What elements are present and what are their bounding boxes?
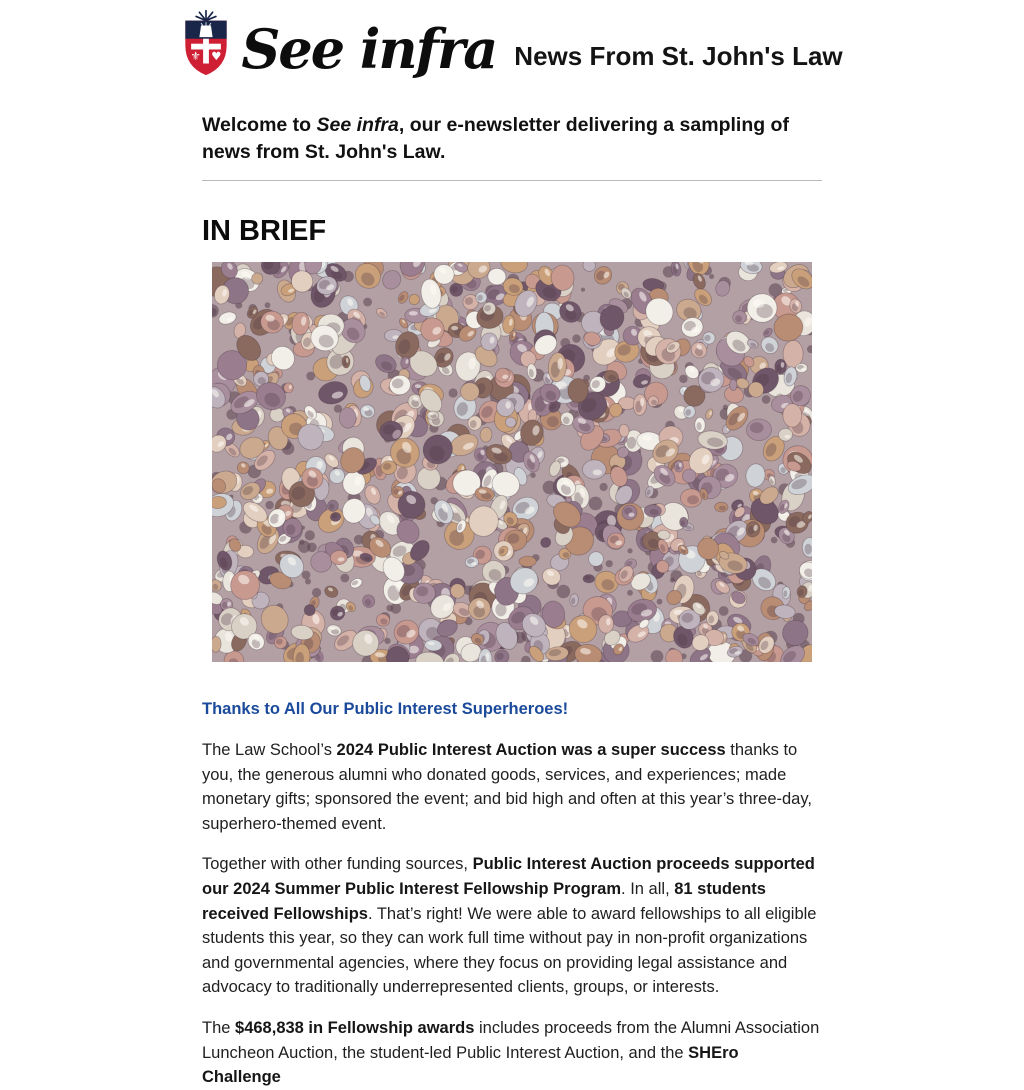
brand-tagline: News From St. John's Law	[514, 40, 843, 71]
article-headline-link[interactable]: Thanks to All Our Public Interest Superheroes!	[202, 700, 569, 718]
article-in-brief	[202, 662, 822, 1090]
divider	[202, 180, 822, 181]
st-johns-crest-icon	[181, 9, 231, 90]
masthead	[190, 8, 843, 90]
section-title-in-brief: IN BRIEF	[202, 215, 327, 247]
intro-suffix: , our e-newsletter delivering a sampling of news from St. John's Law.	[202, 114, 789, 163]
svg-text:♥: ♥	[211, 48, 222, 63]
intro-text	[202, 112, 822, 166]
seashells-photo	[212, 262, 812, 662]
intro-prefix: Welcome to	[202, 114, 317, 136]
newsletter-page	[190, 0, 843, 1090]
article-paragraph: The $468,838 in Fellowship awards includes proceeds from the Alumni Association Luncheon Auction, the student-led Public Interest Auction, and the SHEro Challenge	[202, 1018, 820, 1087]
brand-title: See infra	[241, 17, 497, 81]
intro-brand-name: See infra	[316, 114, 399, 136]
article-paragraphs	[202, 738, 822, 1090]
svg-text:⚜: ⚜	[190, 48, 202, 63]
article-paragraph: Together with other funding sources, Public Interest Auction proceeds supported our 2024 Summer Public Interest Fellowship Program. In all, 81 students received Fellowships. That’s right! We were able to award fellowships to all eligible students this year, so they can work full time without pay in non-profit organizations and governmental agencies, where they focus on providing legal assistance and advocacy to traditionally underrepresented clients, groups, or interests.	[202, 855, 817, 997]
article-paragraph: The Law School’s 2024 Public Interest Auction was a super success thanks to you, the generous alumni who donated goods, services, and experiences; made monetary gifts; sponsored the event; and bid high and often at this year’s three-day, superhero-themed event.	[202, 741, 812, 833]
